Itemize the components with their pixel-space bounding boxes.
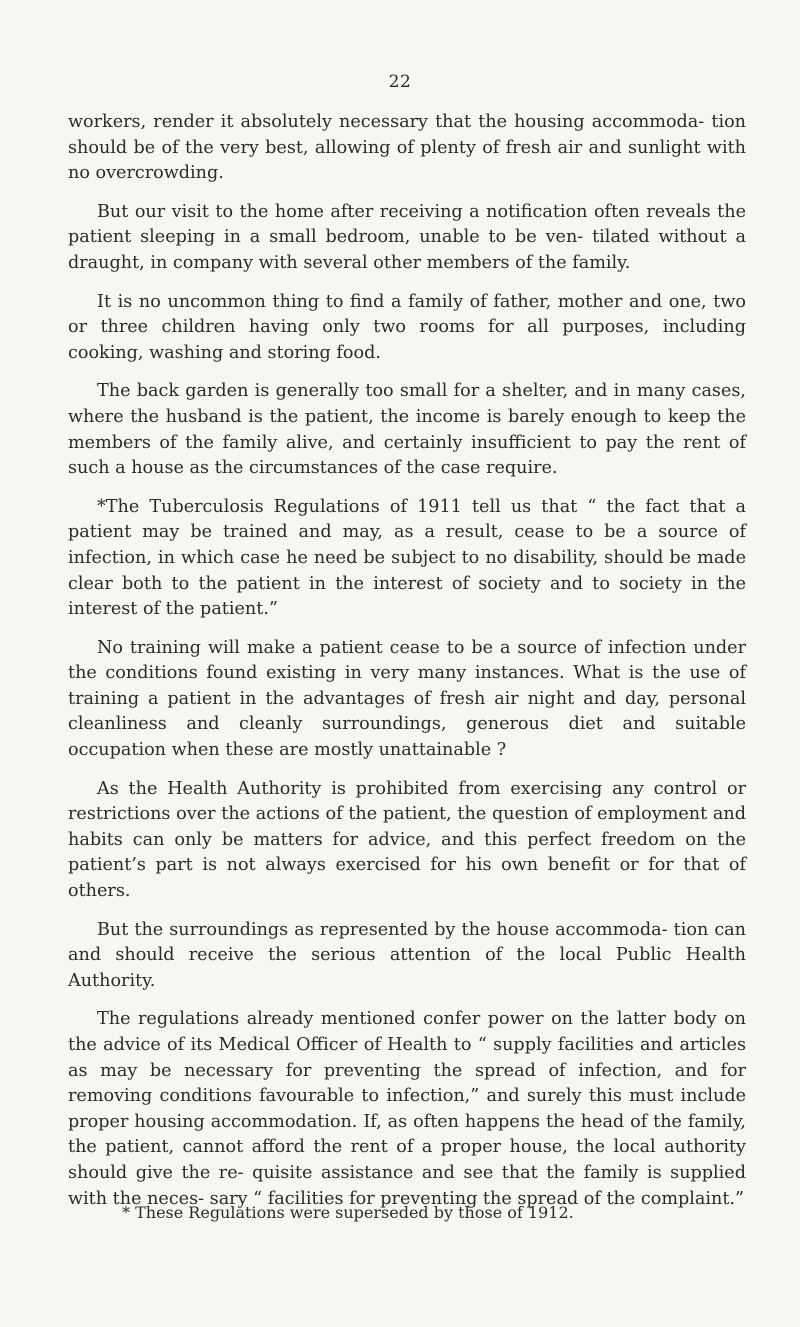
paragraph: As the Health Authority is prohibited from exercising any control or restrictions over the actions of the patient, the question of employment and habits can only be matters for advice, and this perfect freedom on the patient’s part is not always exercised for his own benefit or for that of others. (68, 778, 746, 902)
paragraph: workers, render it absolutely necessary that the housing accommoda- tion should be of the very best, allowing of plenty of fresh air and sunlight with no overcrowding. (68, 112, 746, 184)
footnote: * These Regulations were superseded by those of 1912. (122, 1203, 574, 1222)
page-number: 22 (388, 72, 412, 92)
paragraph: The regulations already mentioned confer power on the latter body on the advice of its Medical Officer of Health to “ supply facilities and articles as may be necessary for preventing the spread of infection, and for removing conditions favourable to infection,” and surely this must include proper housing accommodation. If, as often happens the head of the family, the patient, cannot afford the rent of a proper house, the local authority should give the re- quisite assistance and see that the family is supplied with the neces- sary “ facilities for preventing the spread of the complaint.” (68, 1009, 746, 1209)
paragraph: The back garden is generally too small for a shelter, and in many cases, where the husband is the patient, the income is barely enough to keep the members of the family alive, and certainly insufficient to pay the rent of such a house as the circumstances of the case require. (68, 381, 746, 479)
paragraph: *The Tuberculosis Regulations of 1911 tell us that “ the fact that a patient may be trained and may, as a result, cease to be a source of infection, in which case he need be subject to no disability, should be made clear both to the patient in the interest of society and to society in the interest of the patient.” (68, 496, 746, 620)
paragraph: No training will make a patient cease to be a source of infection under the conditions found existing in very many instances. What is the use of training a patient in the advantages of fresh air night and day, personal cleanliness and cleanly surroundings, generous diet and suitable occupation when these are mostly unattainable ? (68, 637, 746, 761)
paragraph: But our visit to the home after receiving a notification often reveals the patient sleeping in a small bedroom, unable to be ven- tilated without a draught, in company with several other members of the family. (68, 201, 746, 273)
body-text (68, 110, 746, 1212)
paragraph: But the surroundings as represented by the house accommoda- tion can and should receive the serious attention of the local Public Health Authority. (68, 919, 746, 991)
paragraph: It is no uncommon thing to find a family of father, mother and one, two or three children having only two rooms for all purposes, including cooking, washing and storing food. (68, 291, 746, 363)
